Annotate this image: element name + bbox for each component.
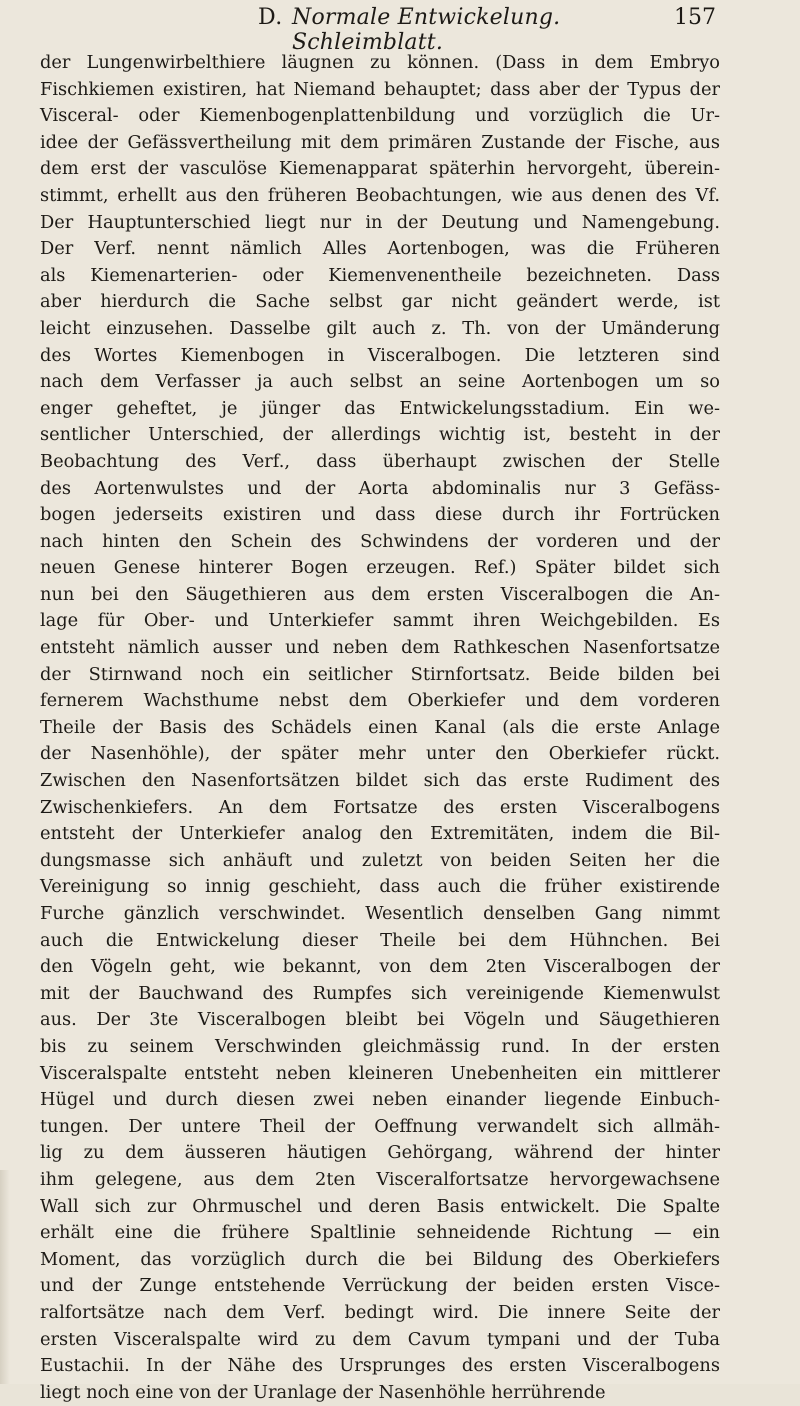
text-line: nun bei den Säugethieren aus dem ersten Visceralbogen die An-: [40, 583, 720, 605]
section-label: D.: [258, 5, 283, 30]
text-line: neuen Genese hinterer Bogen erzeugen. Ref.) Später bildet sich: [40, 557, 720, 579]
text-line: Eustachii. In der Nähe des Ursprunges des ersten Visceralbogens: [40, 1355, 720, 1377]
text-line: Der Hauptunterschied liegt nur in der Deutung und Namengebung.: [40, 211, 720, 233]
text-line: aber hierdurch die Sache selbst gar nicht geändert werde, ist: [40, 291, 720, 313]
text-line: entsteht nämlich ausser und neben dem Rathkeschen Nasenfortsatze: [40, 637, 720, 659]
text-line: entsteht der Unterkiefer analog den Extremitäten, indem die Bil-: [40, 823, 720, 845]
text-line: des Aortenwulstes und der Aorta abdominalis nur 3 Gefäss-: [40, 477, 720, 499]
text-line: Zwischen den Nasenfortsätzen bildet sich das erste Rudiment des: [40, 770, 720, 792]
text-line: Visceralspalte entsteht neben kleineren Unebenheiten ein mittlerer: [40, 1062, 720, 1084]
text-line: nach dem Verfasser ja auch selbst an seine Aortenbogen um so: [40, 371, 720, 393]
text-line: stimmt, erhellt aus den früheren Beobachtungen, wie aus denen des Vf.: [40, 184, 720, 206]
page-number: 157: [674, 5, 716, 30]
text-line: Der Verf. nennt nämlich Alles Aortenbogen, was die Früheren: [40, 238, 720, 260]
running-title: Normale Entwickelung. Schleimblatt.: [292, 5, 561, 55]
text-line: enger geheftet, je jünger das Entwickelungsstadium. Ein we-: [40, 397, 720, 419]
text-line: nach hinten den Schein des Schwindens der vorderen und der: [40, 530, 720, 552]
text-line: Theile der Basis des Schädels einen Kanal (als die erste Anlage: [40, 716, 720, 738]
text-line: Beobachtung des Verf., dass überhaupt zwischen der Stelle: [40, 450, 720, 472]
text-line: der Nasenhöhle), der später mehr unter den Oberkiefer rückt.: [40, 743, 720, 765]
text-line: als Kiemenarterien- oder Kiemenvenentheile bezeichneten. Dass: [40, 264, 720, 286]
text-line: fernerem Wachsthume nebst dem Oberkiefer und dem vorderen: [40, 690, 720, 712]
text-line: Visceral- oder Kiemenbogenplattenbildung und vorzüglich die Ur-: [40, 105, 720, 127]
text-line: Fischkiemen existiren, hat Niemand behauptet; dass aber der Typus der: [40, 78, 720, 100]
text-line: und der Zunge entstehende Verrückung der beiden ersten Visce-: [40, 1275, 720, 1297]
text-line: Furche gänzlich verschwindet. Wesentlich denselben Gang nimmt: [40, 903, 720, 924]
text-line: ersten Visceralspalte wird zu dem Cavum tympani und der Tuba: [40, 1328, 720, 1350]
text-line: bis zu seinem Verschwinden gleichmässig rund. In der ersten: [40, 1035, 720, 1057]
text-line: lig zu dem äusseren häutigen Gehörgang, während der hinter: [40, 1142, 720, 1164]
text-line: der Lungenwirbelthiere läugnen zu können. (Dass in dem Embryo: [40, 52, 720, 73]
text-line: Hügel und durch diesen zwei neben einander liegende Einbuch-: [40, 1089, 720, 1111]
text-line: leicht einzusehen. Dasselbe gilt auch z. Th. von der Umänderung: [40, 317, 720, 339]
text-line: auch die Entwickelung dieser Theile bei dem Hühnchen. Bei: [40, 929, 720, 951]
text-line: aus. Der 3te Visceralbogen bleibt bei Vögeln und Säugethieren: [40, 1009, 720, 1031]
text-line: idee der Gefässvertheilung mit dem primären Zustande der Fische, aus: [40, 131, 720, 153]
text-line: dungsmasse sich anhäuft und zuletzt von beiden Seiten her die: [40, 849, 720, 871]
text-line: Moment, das vorzüglich durch die bei Bildung des Oberkiefers: [40, 1248, 720, 1270]
text-line: Vereinigung so innig geschieht, dass auch die früher existirende: [40, 876, 720, 898]
page-edge-shadow: [0, 1170, 10, 1384]
text-line: des Wortes Kiemenbogen in Visceralbogen. Die letzteren sind: [40, 344, 720, 366]
text-line: ralfortsätze nach dem Verf. bedingt wird. Die innere Seite der: [40, 1301, 720, 1323]
text-line: mit der Bauchwand des Rumpfes sich vereinigende Kiemenwulst: [40, 982, 720, 1004]
running-head: [258, 5, 716, 55]
body-text: [40, 50, 720, 1406]
text-line: bogen jederseits existiren und dass diese durch ihr Fortrücken: [40, 504, 720, 526]
text-line: erhält eine die frühere Spaltlinie sehneidende Richtung — ein: [40, 1222, 720, 1244]
text-line: Zwischenkiefers. An dem Fortsatze des ersten Visceralbogens: [40, 796, 720, 818]
text-line: der Stirnwand noch ein seitlicher Stirnfortsatz. Beide bilden bei: [40, 663, 720, 685]
text-line: tungen. Der untere Theil der Oeffnung verwandelt sich allmäh-: [40, 1115, 720, 1137]
text-line: ihm gelegene, aus dem 2ten Visceralfortsatze hervorgewachsene: [40, 1168, 720, 1190]
text-line: dem erst der vasculöse Kiemenapparat späterhin hervorgeht, überein-: [40, 158, 720, 180]
text-line: den Vögeln geht, wie bekannt, von dem 2ten Visceralbogen der: [40, 956, 720, 978]
text-line: liegt noch eine von der Uranlage der Nasenhöhle herrührende: [40, 1381, 606, 1403]
text-line: sentlicher Unterschied, der allerdings wichtig ist, besteht in der: [40, 424, 720, 446]
text-line: Wall sich zur Ohrmuschel und deren Basis entwickelt. Die Spalte: [40, 1195, 720, 1217]
text-line: lage für Ober- und Unterkiefer sammt ihren Weichgebilden. Es: [40, 610, 720, 632]
